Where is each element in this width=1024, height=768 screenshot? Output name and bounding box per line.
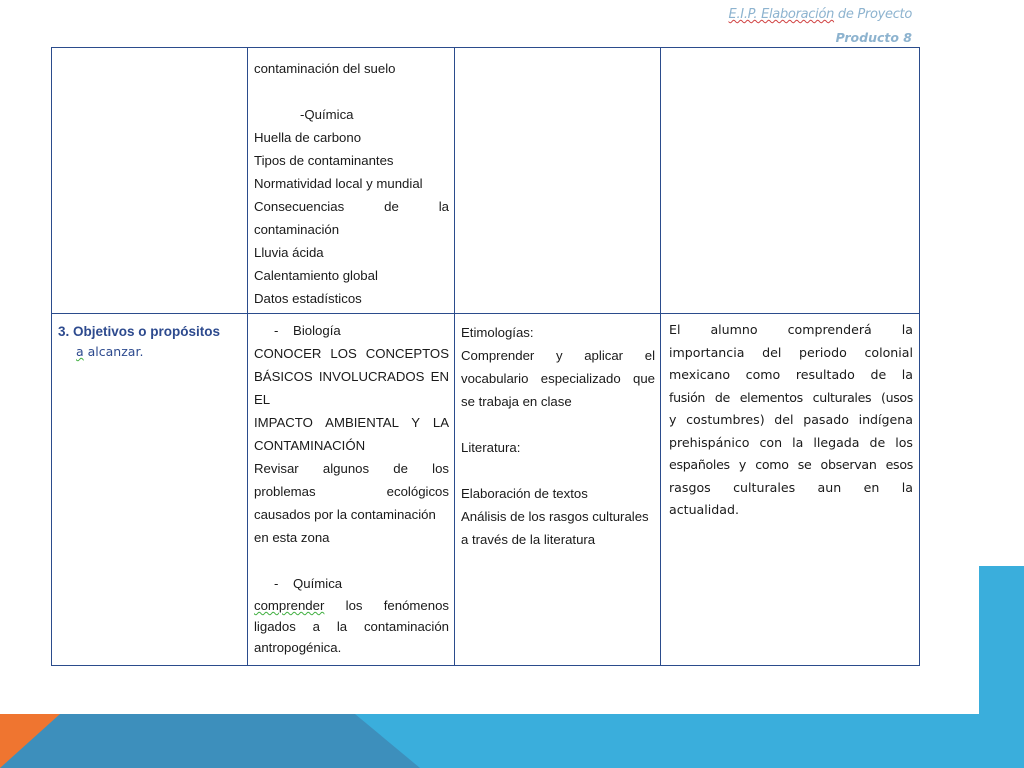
table-row [52, 314, 920, 666]
etymology-line: vocabulario especializado que [461, 371, 655, 386]
biology-line: CONTAMINACIÓN [254, 438, 366, 453]
row1-col4-cell [661, 48, 920, 314]
list-item: Consecuencias de la [254, 199, 449, 214]
paragraph-line: y costumbres) del pasado indígena [669, 412, 913, 427]
paragraph-line: rasgos culturales aun en la [669, 479, 913, 495]
etymology-line: Comprender y aplicar el [461, 348, 655, 363]
header-rest-text: de Proyecto [834, 7, 912, 22]
row1-col1-cell [52, 48, 248, 314]
paragraph-line: El alumno comprenderá la [669, 322, 913, 337]
header-project-title [729, 7, 912, 22]
list-item: Huella de carbono [254, 130, 362, 145]
decorative-footer-dark-band [0, 714, 420, 768]
objectives-subtitle [52, 342, 247, 362]
biology-line: IMPACTO AMBIENTAL Y LA [254, 415, 449, 430]
header-underlined-text: E.I.P. Elaboración [728, 7, 835, 22]
chemistry-underlined-word: comprender [254, 598, 325, 613]
biology-heading: - Biología [274, 323, 341, 338]
list-item: Datos estadísticos [254, 291, 362, 306]
objectives-label-cell [52, 314, 248, 666]
objectives-title: 3. Objetivos o propósitos [58, 324, 221, 339]
paragraph-line: importancia del periodo colonial [669, 344, 913, 360]
review-line: causados por la contaminación [254, 507, 436, 522]
list-item: Normatividad local y mundial [254, 176, 423, 191]
etymology-line: se trabaja en clase [461, 394, 572, 409]
paragraph-line: fusión de elementos culturales (usos [669, 389, 913, 405]
chemistry-heading: - Química [274, 576, 343, 591]
chemistry-line: ligados a la contaminación [254, 619, 449, 634]
biology-line: CONOCER LOS CONCEPTOS [254, 346, 449, 361]
header-product-label: Producto 8 [835, 30, 912, 45]
chemistry-subheading: -Química [300, 107, 354, 122]
objectives-subtitle-rest: alcanzar. [83, 344, 144, 359]
row1-col3-cell [455, 48, 661, 314]
project-table [51, 47, 920, 666]
etymology-title: Etimologías: [461, 325, 534, 340]
paragraph-line: actualidad. [669, 502, 739, 517]
biology-line: BÁSICOS INVOLUCRADOS EN EL [254, 369, 449, 407]
list-item: Lluvia ácida [254, 245, 324, 260]
literature-title: Literatura: [461, 440, 521, 455]
literature-item: a través de la literatura [461, 532, 596, 547]
paragraph-line: mexicano como resultado de la [669, 367, 913, 382]
review-line: Revisar algunos de los [254, 461, 449, 476]
objectives-subtitle-underlined: a [76, 344, 84, 359]
chemistry-line: antropogénica. [254, 640, 342, 655]
literature-item: Análisis de los rasgos culturales [461, 509, 649, 524]
paragraph-line: prehispánico con la llegada de los [669, 434, 913, 450]
pollution-soil-line: contaminación del suelo [254, 61, 396, 76]
table-row [52, 48, 920, 314]
list-item: contaminación [254, 222, 340, 237]
row1-col2-cell [248, 48, 455, 314]
list-item: Calentamiento global [254, 268, 378, 283]
chemistry-line [254, 595, 449, 616]
literature-item: Elaboración de textos [461, 486, 588, 501]
review-line: en esta zona [254, 530, 330, 545]
science-objectives-cell [248, 314, 455, 666]
history-objectives-cell [661, 314, 920, 666]
review-line: problemas ecológicos [254, 484, 449, 499]
humanities-objectives-cell [455, 314, 661, 666]
paragraph-line: españoles y como se observan esos [669, 457, 913, 472]
list-item: Tipos de contaminantes [254, 153, 394, 168]
chemistry-line-rest: los fenómenos [324, 598, 449, 613]
